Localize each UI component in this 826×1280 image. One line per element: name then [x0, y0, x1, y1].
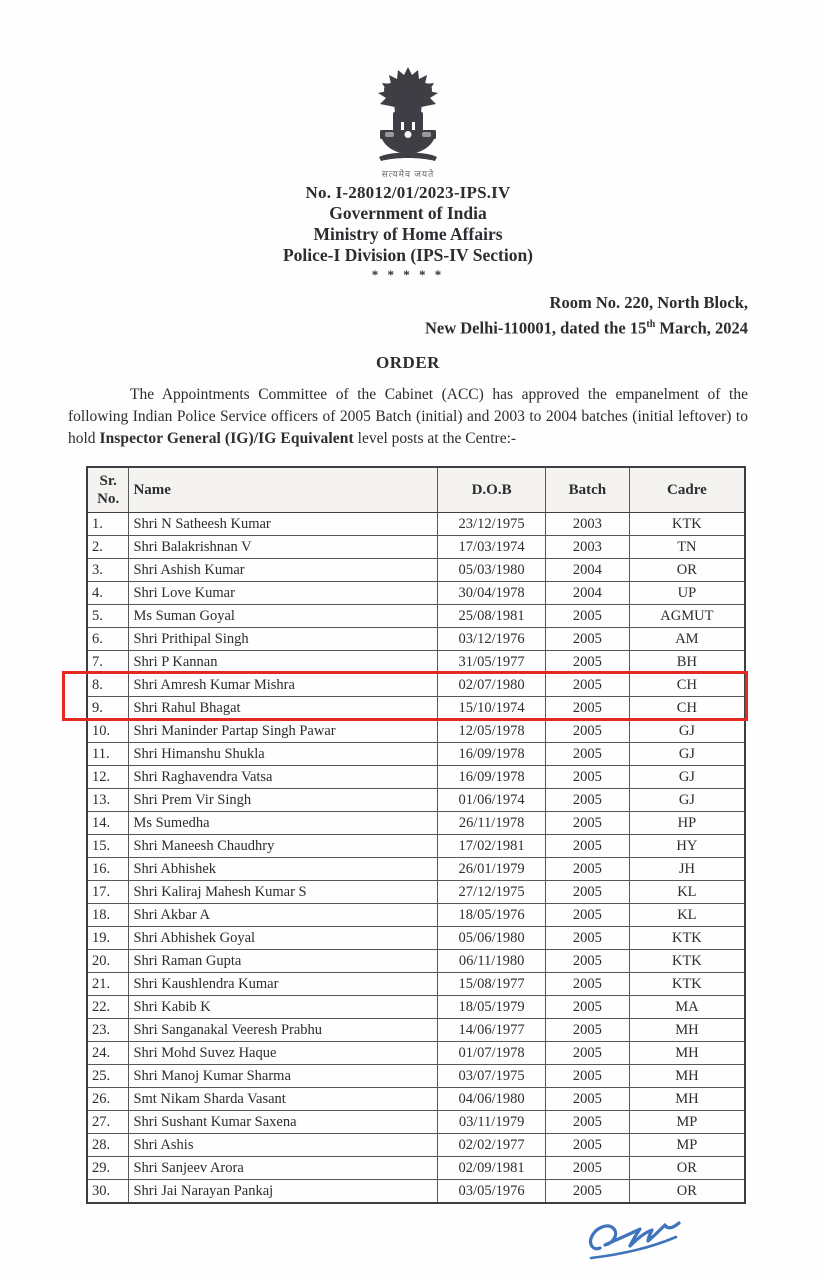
table-row	[87, 512, 745, 535]
order-body-paragraph: The Appointments Committee of the Cabinet (ACC) has approved the empanelment of the following Indian Police Service officers of 2005 Batch (initial) and 2003 to 2004 batches (initial leftover) to hold Inspector General (IG)/IG Equivalent level posts at the Centre:-	[68, 385, 748, 447]
cell-name: Shri Kaushlendra Kumar	[129, 972, 438, 995]
cell-dob: 26/11/1978	[438, 811, 546, 834]
cell-sr: 29.	[87, 1156, 129, 1179]
order-heading: ORDER	[376, 352, 440, 372]
cell-dob: 14/06/1977	[438, 1018, 546, 1041]
cell-name: Shri Kaliraj Mahesh Kumar S	[129, 880, 438, 903]
table-row	[87, 1179, 745, 1203]
table-row	[87, 719, 745, 742]
cell-cadre: JH	[629, 857, 745, 880]
table-row	[87, 949, 745, 972]
cell-dob: 15/10/1974	[438, 696, 546, 719]
cell-batch: 2005	[545, 742, 629, 765]
cell-name: Shri Raman Gupta	[129, 949, 438, 972]
org-line-ministry: Ministry of Home Affairs	[313, 224, 503, 244]
cell-batch: 2005	[545, 719, 629, 742]
cell-dob: 26/01/1979	[438, 857, 546, 880]
cell-sr: 8.	[87, 673, 129, 696]
cell-sr: 16.	[87, 857, 129, 880]
cell-cadre: KTK	[629, 949, 745, 972]
cell-sr: 19.	[87, 926, 129, 949]
cell-sr: 1.	[87, 512, 129, 535]
cell-cadre: MA	[629, 995, 745, 1018]
table-row	[87, 581, 745, 604]
cell-dob: 17/03/1974	[438, 535, 546, 558]
cell-dob: 03/12/1976	[438, 627, 546, 650]
cell-cadre: TN	[629, 535, 745, 558]
cell-cadre: MH	[629, 1041, 745, 1064]
cell-dob: 27/12/1975	[438, 880, 546, 903]
cell-name: Shri Amresh Kumar Mishra	[129, 673, 438, 696]
header-sr-no: Sr. No.	[87, 467, 129, 513]
cell-cadre: CH	[629, 696, 745, 719]
cell-name: Shri Ashis	[129, 1133, 438, 1156]
table-row	[87, 1087, 745, 1110]
cell-batch: 2005	[545, 903, 629, 926]
cell-dob: 18/05/1979	[438, 995, 546, 1018]
address-line-2: New Delhi-110001, dated the 15th March, 2024	[424, 318, 748, 338]
cell-batch: 2005	[545, 1087, 629, 1110]
table-row	[87, 926, 745, 949]
cell-name: Shri Mohd Suvez Haque	[129, 1041, 438, 1064]
cell-dob: 01/06/1974	[438, 788, 546, 811]
table-row	[87, 995, 745, 1018]
cell-name: Shri Maneesh Chaudhry	[129, 834, 438, 857]
cell-cadre: AGMUT	[629, 604, 745, 627]
cell-dob: 06/11/1980	[438, 949, 546, 972]
cell-name: Shri Maninder Partap Singh Pawar	[129, 719, 438, 742]
table-row	[87, 880, 745, 903]
cell-sr: 12.	[87, 765, 129, 788]
cell-name: Shri Prithipal Singh	[129, 627, 438, 650]
cell-batch: 2005	[545, 650, 629, 673]
table-row	[87, 1110, 745, 1133]
cell-batch: 2005	[545, 1179, 629, 1203]
org-line-division: Police-I Division (IPS-IV Section)	[282, 245, 534, 265]
table-row	[87, 834, 745, 857]
cell-name: Shri Prem Vir Singh	[129, 788, 438, 811]
cell-cadre: KL	[629, 903, 745, 926]
cell-batch: 2005	[545, 926, 629, 949]
cell-sr: 4.	[87, 581, 129, 604]
cell-batch: 2005	[545, 627, 629, 650]
cell-sr: 11.	[87, 742, 129, 765]
cell-name: Smt Nikam Sharda Vasant	[129, 1087, 438, 1110]
cell-cadre: GJ	[629, 742, 745, 765]
cell-batch: 2005	[545, 1156, 629, 1179]
cell-sr: 28.	[87, 1133, 129, 1156]
cell-dob: 05/06/1980	[438, 926, 546, 949]
cell-batch: 2004	[545, 558, 629, 581]
table-row	[87, 765, 745, 788]
cell-sr: 3.	[87, 558, 129, 581]
cell-batch: 2005	[545, 765, 629, 788]
header-cadre: Cadre	[629, 467, 745, 513]
cell-name: Ms Suman Goyal	[129, 604, 438, 627]
cell-dob: 15/08/1977	[438, 972, 546, 995]
cell-dob: 25/08/1981	[438, 604, 546, 627]
cell-cadre: OR	[629, 1179, 745, 1203]
cell-cadre: AM	[629, 627, 745, 650]
cell-sr: 15.	[87, 834, 129, 857]
cell-cadre: MP	[629, 1133, 745, 1156]
table-row	[87, 696, 745, 719]
cell-cadre: GJ	[629, 719, 745, 742]
cell-dob: 02/07/1980	[438, 673, 546, 696]
cell-dob: 16/09/1978	[438, 742, 546, 765]
cell-cadre: GJ	[629, 788, 745, 811]
cell-sr: 6.	[87, 627, 129, 650]
cell-batch: 2005	[545, 1064, 629, 1087]
cell-name: Shri Sanjeev Arora	[129, 1156, 438, 1179]
cell-dob: 03/07/1975	[438, 1064, 546, 1087]
address-date-block	[68, 292, 748, 340]
cell-dob: 03/11/1979	[438, 1110, 546, 1133]
cell-batch: 2005	[545, 1018, 629, 1041]
cell-batch: 2005	[545, 857, 629, 880]
cell-batch: 2005	[545, 788, 629, 811]
cell-batch: 2005	[545, 834, 629, 857]
cell-cadre: HP	[629, 811, 745, 834]
cell-sr: 22.	[87, 995, 129, 1018]
cell-sr: 13.	[87, 788, 129, 811]
officer-table-wrap	[86, 466, 746, 1204]
signature-scribble-icon	[584, 1255, 696, 1272]
cell-cadre: KTK	[629, 512, 745, 535]
cell-name: Shri Ashish Kumar	[129, 558, 438, 581]
cell-sr: 20.	[87, 949, 129, 972]
emblem-block	[68, 66, 748, 180]
table-row	[87, 1064, 745, 1087]
table-row	[87, 857, 745, 880]
bold-phrase: Inspector General (IG)/IG Equivalent	[99, 429, 354, 447]
header-batch: Batch	[545, 467, 629, 513]
cell-batch: 2003	[545, 535, 629, 558]
cell-name: Shri Raghavendra Vatsa	[129, 765, 438, 788]
cell-batch: 2005	[545, 949, 629, 972]
cell-name: Shri Himanshu Shukla	[129, 742, 438, 765]
header-dob: D.O.B	[438, 467, 546, 513]
cell-batch: 2005	[545, 880, 629, 903]
cell-dob: 04/06/1980	[438, 1087, 546, 1110]
cell-name: Ms Sumedha	[129, 811, 438, 834]
cell-sr: 27.	[87, 1110, 129, 1133]
cell-dob: 02/02/1977	[438, 1133, 546, 1156]
cell-dob: 17/02/1981	[438, 834, 546, 857]
cell-cadre: KTK	[629, 926, 745, 949]
cell-dob: 16/09/1978	[438, 765, 546, 788]
cell-dob: 05/03/1980	[438, 558, 546, 581]
table-row	[87, 742, 745, 765]
cell-name: Shri P Kannan	[129, 650, 438, 673]
cell-name: Shri Sanganakal Veeresh Prabhu	[129, 1018, 438, 1041]
header-row	[87, 467, 745, 513]
cell-cadre: MP	[629, 1110, 745, 1133]
cell-batch: 2005	[545, 604, 629, 627]
cell-batch: 2005	[545, 673, 629, 696]
cell-dob: 01/07/1978	[438, 1041, 546, 1064]
cell-sr: 5.	[87, 604, 129, 627]
cell-name: Shri Jai Narayan Pankaj	[129, 1179, 438, 1203]
table-row	[87, 903, 745, 926]
officer-table	[86, 466, 746, 1204]
cell-batch: 2005	[545, 1133, 629, 1156]
header-name: Name	[129, 467, 438, 513]
org-line-govt: Government of India	[329, 203, 487, 223]
cell-sr: 30.	[87, 1179, 129, 1203]
cell-sr: 26.	[87, 1087, 129, 1110]
cell-cadre: UP	[629, 581, 745, 604]
cell-cadre: HY	[629, 834, 745, 857]
cell-cadre: GJ	[629, 765, 745, 788]
cell-batch: 2005	[545, 995, 629, 1018]
cell-dob: 30/04/1978	[438, 581, 546, 604]
officer-table-head	[87, 467, 745, 513]
cell-cadre: CH	[629, 673, 745, 696]
cell-sr: 23.	[87, 1018, 129, 1041]
table-row	[87, 1133, 745, 1156]
table-row	[87, 558, 745, 581]
cell-name: Shri Akbar A	[129, 903, 438, 926]
table-row	[87, 627, 745, 650]
cell-dob: 12/05/1978	[438, 719, 546, 742]
cell-batch: 2005	[545, 811, 629, 834]
cell-batch: 2003	[545, 512, 629, 535]
cell-name: Shri Abhishek	[129, 857, 438, 880]
officer-table-body	[87, 512, 745, 1203]
cell-sr: 10.	[87, 719, 129, 742]
star-separator: * * * * *	[371, 267, 445, 282]
cell-name: Shri Rahul Bhagat	[129, 696, 438, 719]
cell-name: Shri Sushant Kumar Saxena	[129, 1110, 438, 1133]
cell-sr: 25.	[87, 1064, 129, 1087]
cell-cadre: BH	[629, 650, 745, 673]
cell-sr: 18.	[87, 903, 129, 926]
cell-name: Shri N Satheesh Kumar	[129, 512, 438, 535]
table-row	[87, 811, 745, 834]
cell-cadre: OR	[629, 1156, 745, 1179]
cell-sr: 21.	[87, 972, 129, 995]
table-row	[87, 1041, 745, 1064]
table-row	[87, 673, 745, 696]
cell-cadre: KL	[629, 880, 745, 903]
cell-cadre: MH	[629, 1087, 745, 1110]
cell-sr: 24.	[87, 1041, 129, 1064]
table-row	[87, 1156, 745, 1179]
cell-sr: 17.	[87, 880, 129, 903]
cell-batch: 2005	[545, 972, 629, 995]
cell-cadre: MH	[629, 1018, 745, 1041]
cell-cadre: MH	[629, 1064, 745, 1087]
cell-name: Shri Balakrishnan V	[129, 535, 438, 558]
table-row	[87, 604, 745, 627]
cell-name: Shri Love Kumar	[129, 581, 438, 604]
cell-sr: 9.	[87, 696, 129, 719]
cell-name: Shri Abhishek Goyal	[129, 926, 438, 949]
cell-batch: 2004	[545, 581, 629, 604]
cell-sr: 2.	[87, 535, 129, 558]
cell-name: Shri Manoj Kumar Sharma	[129, 1064, 438, 1087]
cell-batch: 2005	[545, 696, 629, 719]
cell-dob: 23/12/1975	[438, 512, 546, 535]
cell-dob: 31/05/1977	[438, 650, 546, 673]
cell-sr: 7.	[87, 650, 129, 673]
reference-number: No. I-28012/01/2023-IPS.IV	[305, 183, 511, 202]
cell-name: Shri Kabib K	[129, 995, 438, 1018]
cell-batch: 2005	[545, 1110, 629, 1133]
cell-cadre: KTK	[629, 972, 745, 995]
address-line-1: Room No. 220, North Block,	[549, 293, 748, 312]
table-row	[87, 1018, 745, 1041]
table-row	[87, 788, 745, 811]
cell-sr: 14.	[87, 811, 129, 834]
table-row	[87, 650, 745, 673]
cell-dob: 03/05/1976	[438, 1179, 546, 1203]
cell-dob: 02/09/1981	[438, 1156, 546, 1179]
table-row	[87, 972, 745, 995]
signature-row	[68, 1210, 748, 1273]
table-row	[87, 535, 745, 558]
cell-dob: 18/05/1976	[438, 903, 546, 926]
emblem-motto: सत्यमेव जयते	[381, 169, 435, 179]
cell-batch: 2005	[545, 1041, 629, 1064]
cell-cadre: OR	[629, 558, 745, 581]
